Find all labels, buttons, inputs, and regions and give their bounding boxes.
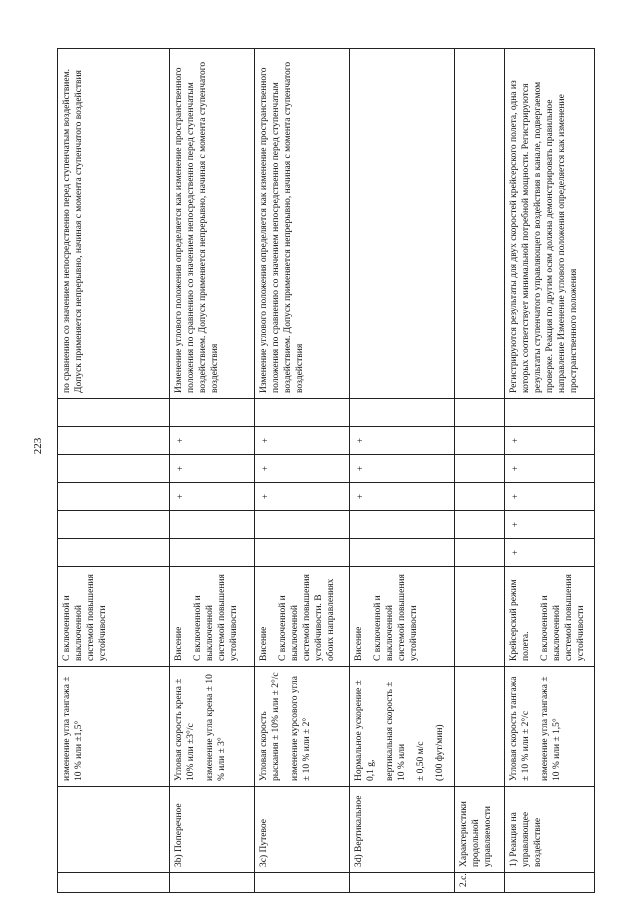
- row-number-cell: [255, 873, 350, 893]
- table-row-control-response: [505, 49, 595, 893]
- conditions-text: Висение: [354, 626, 364, 661]
- parameter-text: изменение угла тангажа ± 10 % или ±1,5°: [62, 676, 84, 781]
- mark-cell: [255, 539, 350, 567]
- parameter-cell: [58, 667, 170, 787]
- parameter-cell: [350, 667, 455, 787]
- mark-cell: [350, 399, 455, 427]
- comment-cell: [350, 49, 455, 399]
- parameter-text: Угловая скорость крена ± 10% или ±3°/с: [174, 678, 196, 781]
- characteristic-cell: [58, 787, 170, 873]
- mark-cell: +: [170, 455, 255, 483]
- row-number: 2.c.: [459, 873, 469, 887]
- mark-cell: [455, 539, 505, 567]
- rotated-page-content: [57, 49, 594, 893]
- characteristic-cell: [170, 787, 255, 873]
- conditions-text: С включенной и выключенной системой повышения устойчивости: [540, 574, 586, 661]
- row-number-cell: [170, 873, 255, 893]
- mark-cell: +: [350, 483, 455, 511]
- row-number-cell: [505, 873, 595, 893]
- mark-cell: +: [350, 427, 455, 455]
- parameter-text: (100 фут/мин): [435, 724, 445, 781]
- conditions-text: С включенной и выключенной системой повышения устойчивости: [373, 574, 419, 661]
- mark-cell: +: [505, 539, 595, 567]
- parameter-text: изменение угла тангажа ± 10 % или ± 1,5°: [540, 676, 562, 781]
- mark-cell: +: [170, 483, 255, 511]
- mark-cell: [350, 511, 455, 539]
- parameter-text: Угловая скорость рыскания ± 10% или ± 2°/с: [259, 672, 281, 781]
- conditions-cell: [170, 567, 255, 667]
- characteristic-cell: [255, 787, 350, 873]
- parameter-text: изменение угла крена ± 10 % или ± 3°: [205, 674, 227, 781]
- comment-text: Изменение углового положения определяется как изменение пространственного положения по сравнению со значением непосредственно перед ступенчатым воздействием. Допуск применяется непрерывно, начиная с момента ступенчатого воздействия: [174, 61, 220, 393]
- mark-cell: [170, 399, 255, 427]
- mark-cell: [455, 427, 505, 455]
- mark-cell: [58, 539, 170, 567]
- mark-cell: +: [505, 455, 595, 483]
- characteristic-text: Характеристики продольной управляемости: [459, 801, 493, 867]
- mark-cell: [58, 511, 170, 539]
- mark-cell: +: [505, 427, 595, 455]
- parameter-cell: [170, 667, 255, 787]
- mark-cell: +: [255, 483, 350, 511]
- mark-cell: +: [350, 455, 455, 483]
- parameter-cell: [505, 667, 595, 787]
- mark-cell: [350, 539, 455, 567]
- parameter-cell: [255, 667, 350, 787]
- mark-cell: [455, 399, 505, 427]
- characteristic-text: 3d) Вертикальное: [354, 795, 364, 867]
- conditions-cell: [455, 567, 505, 667]
- mark-cell: [170, 511, 255, 539]
- table-row-section-2c: [455, 49, 505, 893]
- mark-cell: [58, 455, 170, 483]
- conditions-text: Висение: [259, 626, 269, 661]
- comment-text: Регистрируются результаты для двух скоростей крейсерского полета, одна из которых соответствует минимальной потребной мощности. Регистрируются результаты ступенчатого управляющего воздействия в канале, подвергаемом проверке. Реакция по другим осям должна демонстрировать правильное направление Изменение углового положения определяется как изменение пространственного положения: [509, 80, 579, 393]
- characteristic-cell: [505, 787, 595, 873]
- characteristic-text: 3b) Поперечное: [174, 803, 184, 867]
- comment-cell: [505, 49, 595, 399]
- comment-cell: [255, 49, 350, 399]
- comment-cell: [58, 49, 170, 399]
- mark-cell: +: [255, 455, 350, 483]
- mark-cell: [255, 399, 350, 427]
- mark-cell: [455, 511, 505, 539]
- characteristic-text: 3c) Путевое: [259, 819, 269, 867]
- comment-cell: [170, 49, 255, 399]
- row-number-cell: [58, 873, 170, 893]
- parameter-cell: [455, 667, 505, 787]
- parameter-text: вертикальная скорость ± 10 % или: [385, 681, 407, 781]
- table-row-lateral: [170, 49, 255, 893]
- conditions-text: С включенной и выключенной системой повышения устойчивости: [62, 574, 108, 661]
- characteristic-cell: [455, 787, 505, 873]
- conditions-text: С включенной и выключенной системой повышения устойчивости: [193, 574, 239, 661]
- table-row-vertical: [350, 49, 455, 893]
- comment-text: Изменение углового положения определяется как изменение пространственного положения по сравнению со значением непосредственно перед ступенчатым воздействием. Допуск применяется непрерывно, начиная с момента ступенчатого воздействия: [259, 61, 305, 393]
- parameter-text: Нормальное ускорение ± 0,1 g,: [354, 680, 376, 781]
- parameter-text: изменение курсового угла ± 10 % или ± 2°: [290, 675, 312, 781]
- characteristic-cell: [350, 787, 455, 873]
- conditions-text: Крейсерский режим полета.: [509, 579, 531, 661]
- mark-cell: [255, 511, 350, 539]
- comment-text: по сравнению со значением непосредственно перед ступенчатым воздействием. Допуск применяется непрерывно, начиная с момента ступенчатого воздействия: [62, 69, 84, 393]
- conditions-cell: [350, 567, 455, 667]
- parameter-text: ± 0,50 м/с: [416, 741, 426, 781]
- mark-cell: [58, 427, 170, 455]
- requirements-table: [57, 48, 595, 893]
- row-number-cell: [455, 873, 505, 893]
- comment-cell: [455, 49, 505, 399]
- page-number: 223: [32, 437, 44, 455]
- conditions-text: С включенной и выключенной системой повышения устойчивости. В обоих направлениях: [278, 574, 336, 661]
- mark-cell: [455, 483, 505, 511]
- mark-cell: [58, 483, 170, 511]
- conditions-cell: [255, 567, 350, 667]
- characteristic-text: 1) Реакция на управляющее воздействие: [509, 811, 543, 867]
- conditions-cell: [58, 567, 170, 667]
- mark-cell: [170, 539, 255, 567]
- mark-cell: +: [505, 511, 595, 539]
- row-number-cell: [350, 873, 455, 893]
- table-row-continuation: [58, 49, 170, 893]
- mark-cell: +: [255, 427, 350, 455]
- table-row-directional: [255, 49, 350, 893]
- mark-cell: [455, 455, 505, 483]
- mark-cell: +: [170, 427, 255, 455]
- mark-cell: +: [505, 483, 595, 511]
- parameter-text: Угловая скорость тангажа ± 10 % или ± 2°/с: [509, 676, 531, 781]
- mark-cell: [58, 399, 170, 427]
- conditions-text: Висение: [174, 626, 184, 661]
- conditions-cell: [505, 567, 595, 667]
- mark-cell: [505, 399, 595, 427]
